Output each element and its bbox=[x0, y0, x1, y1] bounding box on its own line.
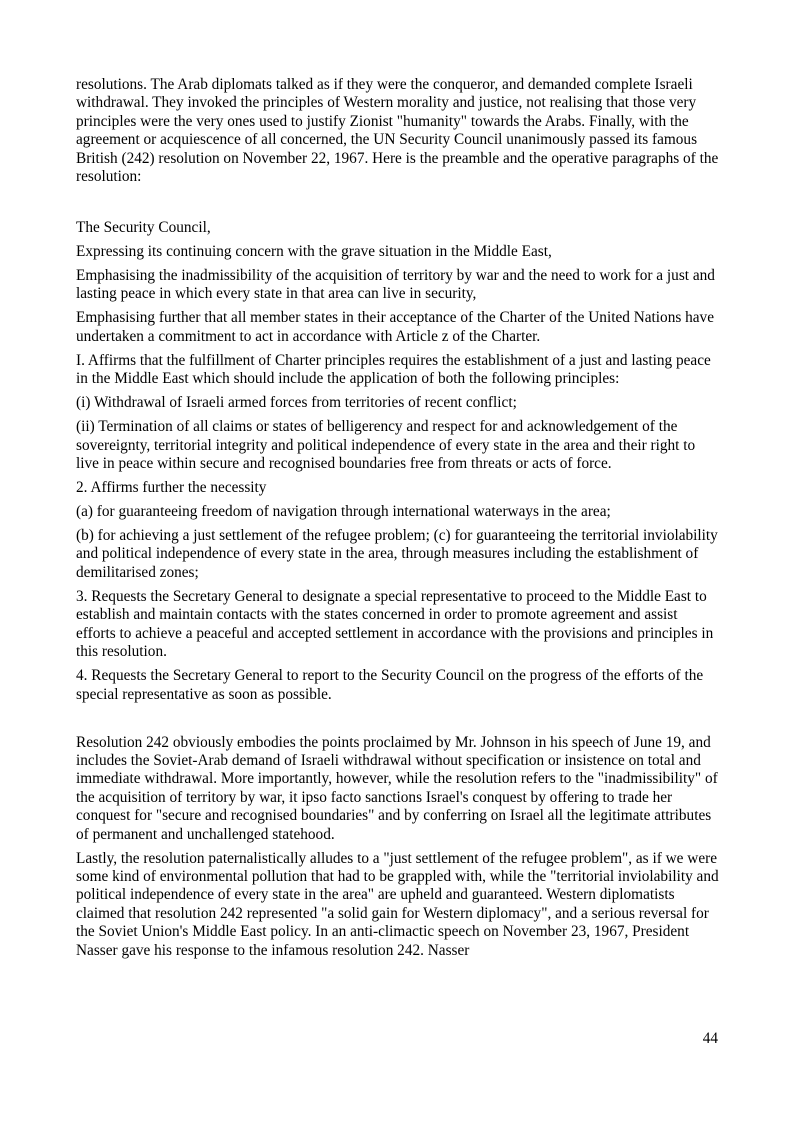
section-spacer bbox=[76, 192, 719, 219]
operative-paragraph: (a) for guaranteeing freedom of navigation through international waterways in the area; bbox=[76, 503, 611, 521]
operative-paragraph: (i) Withdrawal of Israeli armed forces from territories of recent conflict; bbox=[76, 394, 517, 412]
commentary-paragraph: Resolution 242 obviously embodies the points proclaimed by Mr. Johnson in his speech of June 19, and includes the Soviet-Arab demand of Israeli withdrawal without specification or insistence on total and immediate withdrawal. More importantly, however, while the resolution refers to the "inadmissibility" of the acquisition of territory by war, it ipso facto sanctions Israel's conquest by offering to trade her conquest for "secure and recognised boundaries" and by conferring on Israel all the legitimate attributes of permanent and unchallenged statehood. bbox=[76, 733, 718, 843]
intro-paragraph: resolutions. The Arab diplomats talked as if they were the conqueror, and demanded complete Israeli withdrawal. They invoked the principles of Western morality and justice, not realising that those very principles were the very ones used to justify Zionist "humanity" towards the Arabs. Finally, with the agreement or acquiescence of all concerned, the UN Security Council unanimously passed its famous British (242) resolution on November 22, 1967. Here is the preamble and the operative paragraphs of the resolution: bbox=[76, 76, 719, 186]
preamble-paragraph: Emphasising further that all member states in their acceptance of the Charter of the United Nations have undertaken a commitment to act in accordance with Article z of the Charter. bbox=[76, 309, 714, 345]
operative-paragraph: I. Affirms that the fulfillment of Charter principles requires the establishment of a just and lasting peace in the Middle East which should include the application of both the following principles: bbox=[76, 351, 711, 388]
preamble-paragraph: Expressing its continuing concern with the grave situation in the Middle East, bbox=[76, 243, 552, 261]
resolution-heading: The Security Council, bbox=[76, 219, 211, 237]
operative-paragraph: 2. Affirms further the necessity bbox=[76, 479, 267, 497]
preamble-paragraph: Emphasising the inadmissibility of the acquisition of territory by war and the need to work for a just and lasting peace in which every state in that area can live in security, bbox=[76, 267, 715, 303]
operative-paragraph: 4. Requests the Secretary General to report to the Security Council on the progress of the efforts of the special representative as soon as possible. bbox=[76, 667, 704, 703]
operative-paragraph: 3. Requests the Secretary General to designate a special representative to proceed to the Middle East to establish and maintain contacts with the states concerned in order to promote agreement and assist efforts to achieve a peaceful and accepted settlement in accordance with the provisions and principles in this resolution. bbox=[76, 587, 714, 661]
commentary-paragraph: Lastly, the resolution paternalistically alludes to a "just settlement of the refugee problem", as if we were some kind of environmental pollution that had to be grappled with, while the "territorial inviolability and political independence of every state in the area" are upheld and guaranteed. Western diplomatists claimed that resolution 242 represented "a solid gain for Western diplomacy", and a serious reversal for the Soviet Union's Middle East policy. In an anti-climactic speech on November 23, 1967, President Nasser gave his response to the infamous resolution 242. Nasser bbox=[76, 849, 719, 959]
operative-paragraph: (b) for achieving a just settlement of the refugee problem; (c) for guaranteeing the territorial inviolability and political independence of every state in the area, through measures including the establishment of demilitarised zones; bbox=[76, 527, 718, 581]
document-page bbox=[76, 76, 719, 966]
page-number: 44 bbox=[702, 1030, 718, 1047]
section-spacer bbox=[76, 710, 719, 734]
operative-paragraph: (ii) Termination of all claims or states of belligerency and respect for and acknowledgement of the sovereignty, territorial integrity and political independence of every state in the area and their right to live in peace within secure and recognised boundaries free from threats or acts of force. bbox=[76, 418, 696, 473]
